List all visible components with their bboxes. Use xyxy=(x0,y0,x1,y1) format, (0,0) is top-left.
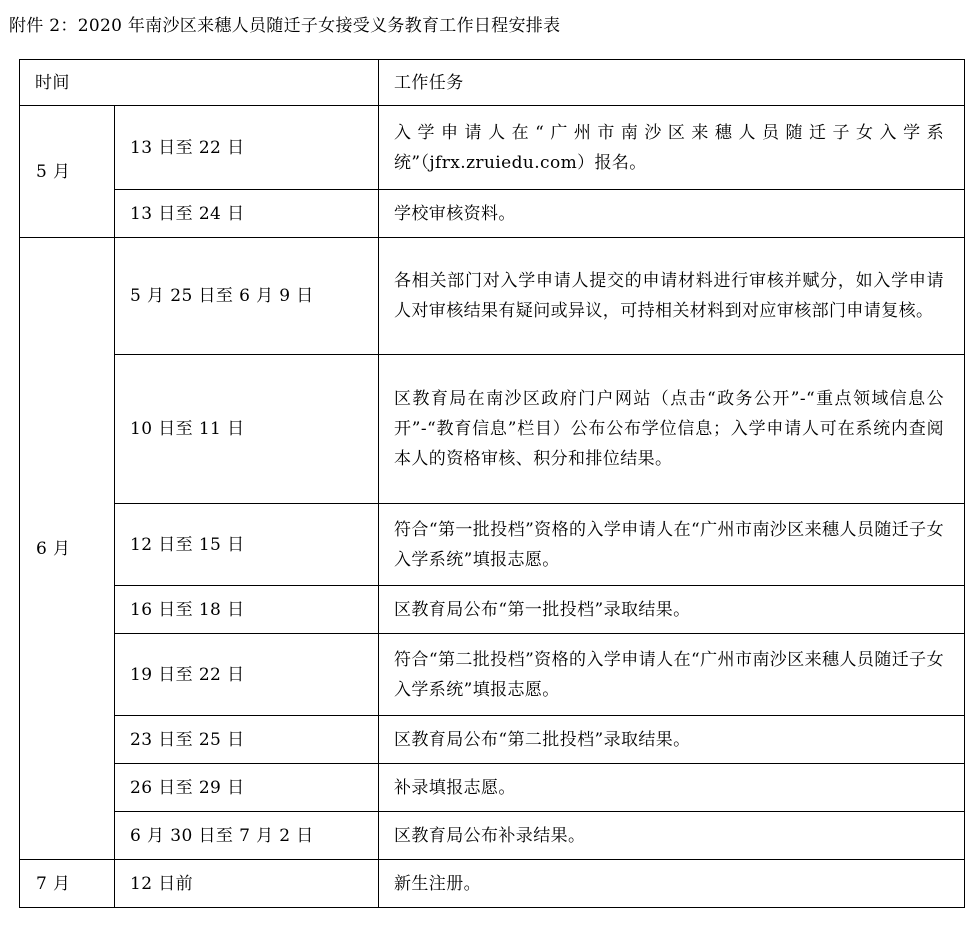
table-row xyxy=(20,586,965,634)
table-header-row xyxy=(20,60,965,106)
task-cell: 补录填报志愿。 xyxy=(379,764,965,812)
month-cell-june: 6 月 xyxy=(20,238,115,860)
table-row xyxy=(20,355,965,504)
document-caption: 附件 2：2020 年南沙区来穗人员随迁子女接受义务教育工作日程安排表 xyxy=(9,16,561,36)
task-cell: 学校审核资料。 xyxy=(379,190,965,238)
task-cell: 新生注册。 xyxy=(379,860,965,908)
task-cell: 符合“第二批投档”资格的入学申请人在“广州市南沙区来穗人员随迁子女入学系统”填报志愿。 xyxy=(379,634,965,716)
table-row xyxy=(20,764,965,812)
date-cell: 12 日前 xyxy=(115,860,379,908)
table-row xyxy=(20,504,965,586)
task-cell: 符合“第一批投档”资格的入学申请人在“广州市南沙区来穗人员随迁子女入学系统”填报志愿。 xyxy=(379,504,965,586)
date-cell: 10 日至 11 日 xyxy=(115,355,379,504)
task-cell: 各相关部门对入学申请人提交的申请材料进行审核并赋分，如入学申请人对审核结果有疑问或异议，可持相关材料到对应审核部门申请复核。 xyxy=(379,238,965,355)
date-cell: 13 日至 24 日 xyxy=(115,190,379,238)
table-row xyxy=(20,812,965,860)
date-cell: 16 日至 18 日 xyxy=(115,586,379,634)
header-time: 时间 xyxy=(20,60,379,106)
table-row xyxy=(20,190,965,238)
task-cell: 区教育局公布补录结果。 xyxy=(379,812,965,860)
table-row xyxy=(20,716,965,764)
schedule-table xyxy=(19,59,965,908)
date-cell: 19 日至 22 日 xyxy=(115,634,379,716)
date-cell: 26 日至 29 日 xyxy=(115,764,379,812)
table-row xyxy=(20,634,965,716)
task-cell: 入学申请人在“广州市南沙区来穗人员随迁子女入学系统”（jfrx.zruiedu.com）报名。 xyxy=(379,106,965,190)
month-cell-july: 7 月 xyxy=(20,860,115,908)
date-cell: 13 日至 22 日 xyxy=(115,106,379,190)
table-row xyxy=(20,106,965,190)
task-cell: 区教育局公布“第二批投档”录取结果。 xyxy=(379,716,965,764)
task-cell: 区教育局在南沙区政府门户网站（点击“政务公开”-“重点领域信息公开”-“教育信息”栏目）公布公布学位信息；入学申请人可在系统内查阅本人的资格审核、积分和排位结果。 xyxy=(379,355,965,504)
date-cell: 23 日至 25 日 xyxy=(115,716,379,764)
task-cell: 区教育局公布“第一批投档”录取结果。 xyxy=(379,586,965,634)
header-task: 工作任务 xyxy=(379,60,965,106)
date-cell: 5 月 25 日至 6 月 9 日 xyxy=(115,238,379,355)
table-row xyxy=(20,238,965,355)
table-row xyxy=(20,860,965,908)
date-cell: 6 月 30 日至 7 月 2 日 xyxy=(115,812,379,860)
month-cell-may: 5 月 xyxy=(20,106,115,238)
date-cell: 12 日至 15 日 xyxy=(115,504,379,586)
